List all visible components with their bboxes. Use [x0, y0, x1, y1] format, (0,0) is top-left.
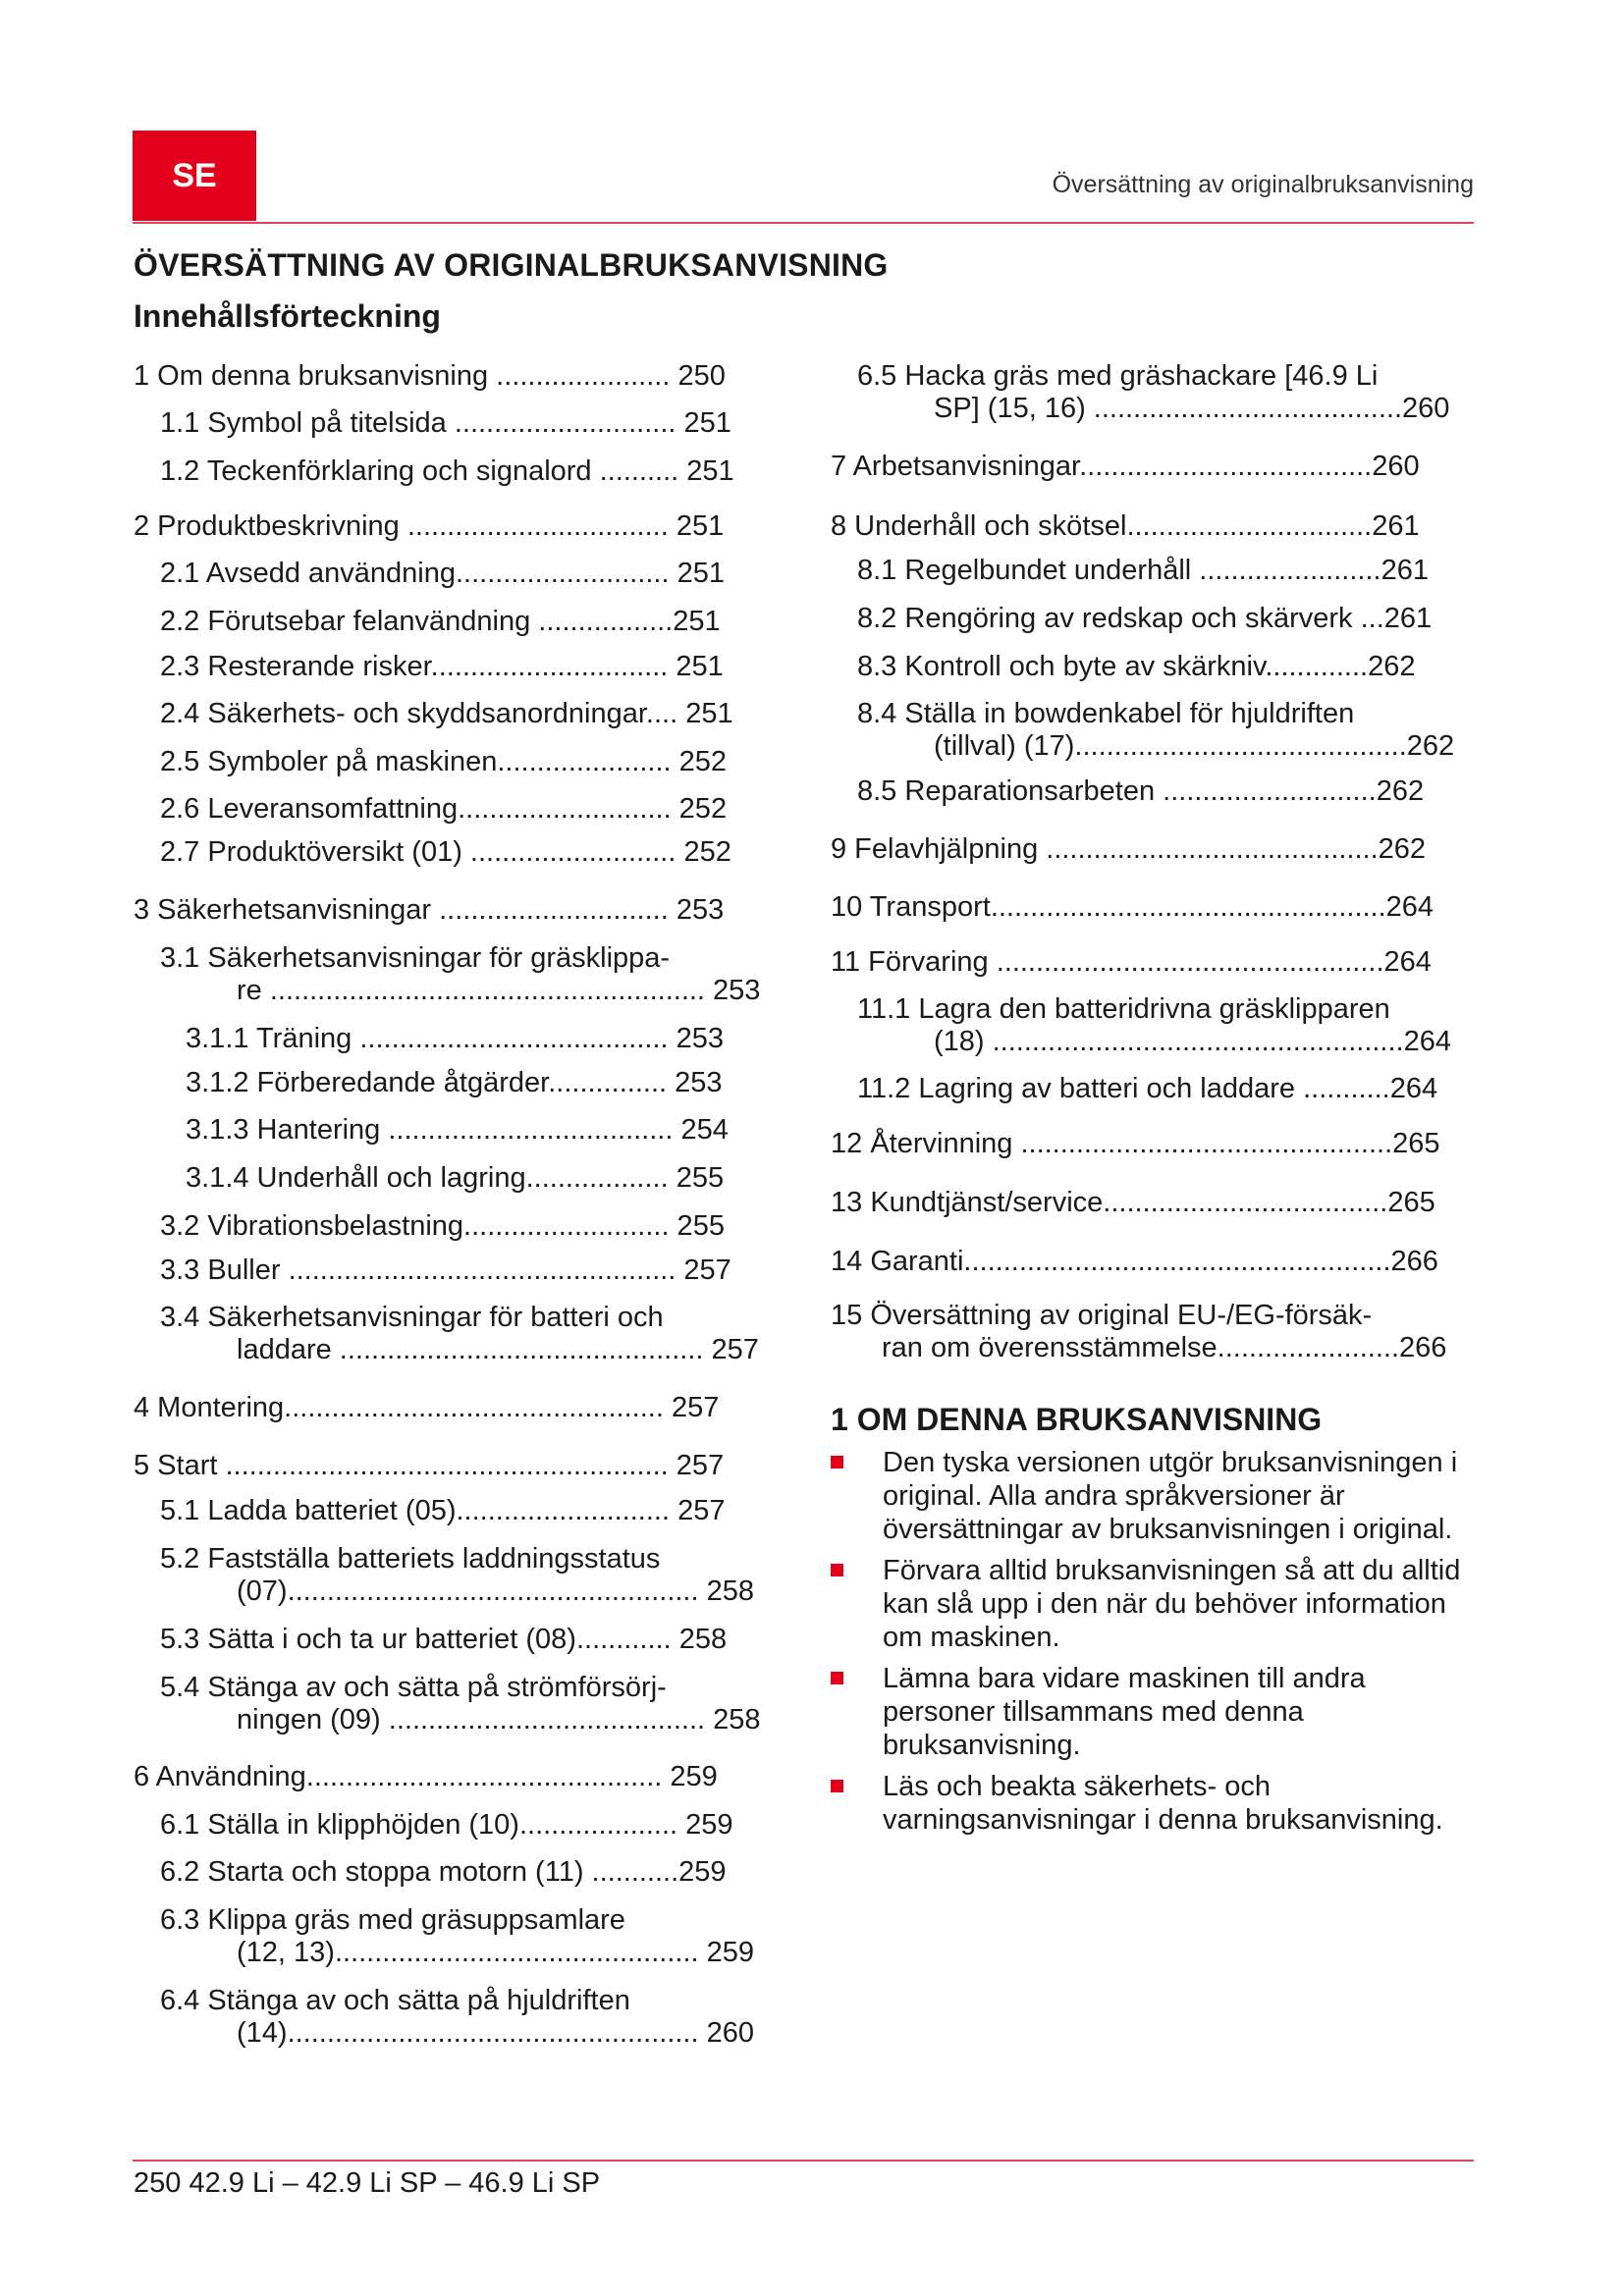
toc-entry[interactable]: 2.5 Symboler på maskinen...................... 252 [160, 746, 728, 777]
toc-entry[interactable]: 8.5 Reparationsarbeten ...........................262 [857, 775, 1425, 807]
toc-entry[interactable]: 5.2 Fastställa batteriets laddningsstatus (07).................................................... 258 [160, 1543, 754, 1607]
toc-entry[interactable]: 5.3 Sätta i och ta ur batteriet (08)............ 258 [160, 1624, 728, 1655]
toc-entry[interactable]: 4 Montering................................................ 257 [134, 1392, 720, 1423]
document-title: ÖVERSÄTTNING AV ORIGINALBRUKSANVISNING [134, 247, 889, 283]
toc-entry[interactable]: 10 Transport..................................................264 [831, 891, 1435, 923]
toc-entry[interactable]: 11.1 Lagra den batteridrivna gräsklipparen (18) ....................................................264 [857, 993, 1451, 1057]
toc-entry[interactable]: 5.1 Ladda batteriet (05)........................... 257 [160, 1495, 726, 1526]
toc-entry[interactable]: 11.2 Lagring av batteri och laddare ...........264 [857, 1073, 1438, 1104]
toc-entry[interactable]: 6.5 Hacka gräs med gräshackare [46.9 Li SP] (15, 16) .......................................260 [857, 360, 1450, 424]
toc-entry[interactable]: 8.1 Regelbundet underhåll .......................261 [857, 555, 1429, 586]
toc-entry[interactable]: 3.2 Vibrationsbelastning.......................... 255 [160, 1210, 725, 1242]
bullet-square-icon [831, 1672, 843, 1684]
toc-entry[interactable]: 11 Förvaring .................................................264 [831, 946, 1432, 978]
toc-entry[interactable]: 1.2 Teckenförklaring och signalord .......... 251 [160, 455, 734, 487]
toc-entry[interactable]: 6.1 Ställa in klipphöjden (10).................... 259 [160, 1809, 733, 1841]
toc-entry[interactable]: 9 Felavhjälpning ..........................................262 [831, 833, 1427, 865]
toc-entry[interactable]: 8.2 Rengöring av redskap och skärverk ...261 [857, 603, 1433, 634]
header-divider [133, 222, 1474, 224]
toc-entry[interactable]: 3.1.3 Hantering .................................... 254 [186, 1114, 729, 1146]
toc-entry[interactable]: 8 Underhåll och skötsel...............................261 [831, 510, 1420, 542]
toc-entry[interactable]: 2 Produktbeskrivning ................................. 251 [134, 510, 725, 542]
list-item: Lämna bara vidare maskinen till andra personer tillsammans med denna bruksanvisning. [831, 1662, 1479, 1762]
toc-entry[interactable]: 3.4 Säkerhetsanvisningar för batteri och laddare .............................................. 257 [160, 1302, 759, 1365]
toc-entry[interactable]: 5.4 Stänga av och sätta på strömförsörj- ningen (09) ........................................ 258 [160, 1672, 761, 1735]
toc-entry[interactable]: 12 Återvinning ...............................................265 [831, 1128, 1440, 1159]
toc-entry[interactable]: 1.1 Symbol på titelsida ............................ 251 [160, 407, 731, 439]
list-item: Förvara alltid bruksanvisningen så att du alltid kan slå upp i den när du behöver information om maskinen. [831, 1554, 1479, 1654]
bullet-square-icon [831, 1780, 843, 1792]
toc-entry[interactable]: 6.4 Stänga av och sätta på hjuldriften (14).................................................... 260 [160, 1985, 754, 2049]
toc-entry[interactable]: 8.4 Ställa in bowdenkabel för hjuldriften (tillval) (17)..........................................262 [857, 698, 1455, 762]
toc-entry[interactable]: 13 Kundtjänst/service....................................265 [831, 1187, 1435, 1218]
language-badge: SE [133, 131, 256, 221]
toc-entry[interactable]: 6.3 Klippa gräs med gräsuppsamlare (12, 13).............................................. 259 [160, 1904, 755, 1968]
toc-entry[interactable]: 2.1 Avsedd användning........................... 251 [160, 558, 725, 589]
toc-entry[interactable]: 2.7 Produktöversikt (01) .......................... 252 [160, 836, 731, 868]
toc-entry[interactable]: 8.3 Kontroll och byte av skärkniv.............262 [857, 651, 1416, 682]
toc-entry[interactable]: 6 Användning............................................. 259 [134, 1761, 718, 1792]
toc-entry[interactable]: 3.1.2 Förberedande åtgärder............... 253 [186, 1067, 723, 1098]
bullet-square-icon [831, 1564, 843, 1576]
list-item: Den tyska versionen utgör bruksanvisningen i original. Alla andra språkversioner är översättningar av bruksanvisningen i original. [831, 1446, 1479, 1546]
list-item: Läs och beakta säkerhets- och varningsanvisningar i denna bruksanvisning. [831, 1770, 1479, 1837]
bullet-list [831, 1446, 1479, 1844]
toc-entry[interactable]: 14 Garanti......................................................266 [831, 1246, 1438, 1277]
toc-entry[interactable]: 2.4 Säkerhets- och skyddsanordningar.... 251 [160, 698, 733, 729]
toc-entry[interactable]: 2.3 Resterande risker.............................. 251 [160, 651, 724, 682]
toc-entry[interactable]: 1 Om denna bruksanvisning ...................... 250 [134, 360, 726, 392]
toc-entry[interactable]: 6.2 Starta och stoppa motorn (11) ...........259 [160, 1856, 727, 1888]
toc-entry[interactable]: 3.1.1 Träning ....................................... 253 [186, 1023, 725, 1054]
header-title: Översättning av originalbruksanvisning [1052, 171, 1474, 198]
toc-entry[interactable]: 7 Arbetsanvisningar.....................................260 [831, 451, 1420, 482]
toc-entry[interactable]: 3.1.4 Underhåll och lagring.................. 255 [186, 1162, 725, 1194]
section-heading: 1 OM DENNA BRUKSANVISNING [831, 1402, 1323, 1437]
footer-text: 250 42.9 Li – 42.9 Li SP – 46.9 Li SP [134, 2167, 601, 2199]
footer-divider [133, 2160, 1474, 2162]
toc-entry[interactable]: 3 Säkerhetsanvisningar ............................. 253 [134, 894, 725, 926]
bullet-square-icon [831, 1456, 843, 1468]
toc-entry[interactable]: 15 Översättning av original EU-/EG-försäk- ran om överensstämmelse.......................266 [831, 1300, 1447, 1363]
toc-entry[interactable]: 2.2 Förutsebar felanvändning .................251 [160, 606, 721, 637]
toc-entry[interactable]: 2.6 Leveransomfattning........................... 252 [160, 793, 728, 825]
toc-entry[interactable]: 3.3 Buller ................................................. 257 [160, 1255, 731, 1286]
toc-entry[interactable]: 3.1 Säkerhetsanvisningar för gräsklippa- re ....................................................... 253 [160, 942, 761, 1006]
toc-title: Innehållsförteckning [134, 298, 441, 334]
toc-entry[interactable]: 5 Start ........................................................ 257 [134, 1450, 725, 1481]
